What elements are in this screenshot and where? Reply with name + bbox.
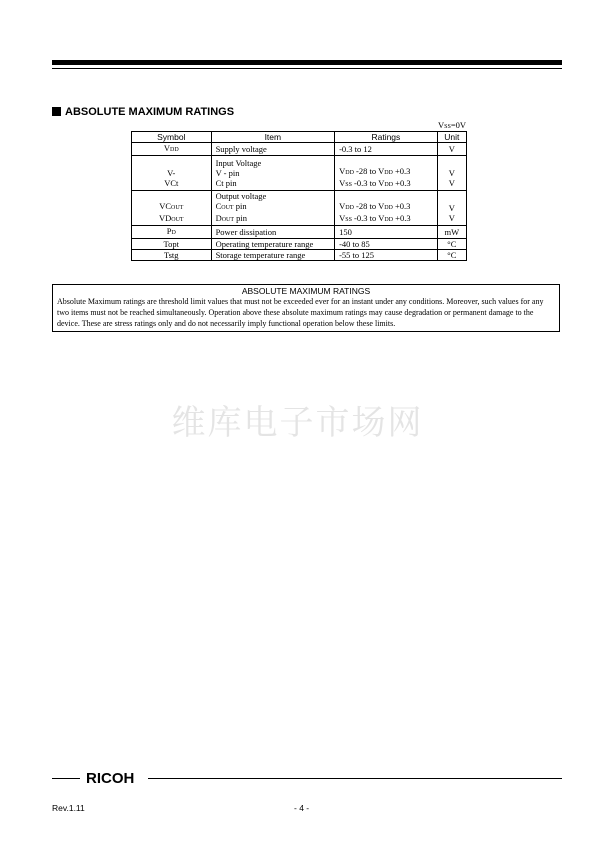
cell-item: Operating temperature range <box>211 239 335 250</box>
cell-item: Output voltage COUT pin DOUT pin <box>211 191 335 226</box>
table-row <box>132 191 467 226</box>
table-row <box>132 239 467 250</box>
header-rule-thin <box>52 68 562 69</box>
cell-symbol: Topt <box>132 239 212 250</box>
cell-item: Storage temperature range <box>211 250 335 261</box>
header-rule-thick <box>52 60 562 65</box>
cell-symbol: PD <box>132 226 212 239</box>
cell-unit: °C <box>437 250 466 261</box>
table-row <box>132 226 467 239</box>
note-body: Absolute Maximum ratings are threshold limit values that must not be exceeded ever for an instant under any conditions. Moreover, such values for any two items must not be reached simultaneously. Operation above these absolute maximum ratings may cause degradation or permanent damage to the device. These are stress ratings only and do not necessarily imply functional operation below these limits. <box>57 297 544 328</box>
section-heading: ABSOLUTE MAXIMUM RATINGS <box>52 106 234 118</box>
cell-rating: VDD -28 to VDD +0.3 VSS -0.3 to VDD +0.3 <box>335 156 438 191</box>
table-header-row <box>132 132 467 143</box>
cell-unit: V <box>437 143 466 156</box>
ricoh-logo: RICOH <box>86 770 135 787</box>
ratings-note-box <box>52 284 560 332</box>
cell-unit: °C <box>437 239 466 250</box>
cell-item: Power dissipation <box>211 226 335 239</box>
cell-item: Supply voltage <box>211 143 335 156</box>
watermark: 维库电子市场网 <box>171 403 424 443</box>
cell-symbol: Tstg <box>132 250 212 261</box>
table-row <box>132 143 467 156</box>
revision-label: Rev.1.11 <box>52 803 85 813</box>
ratings-table <box>131 131 467 261</box>
bullet-square-icon <box>52 107 61 116</box>
note-title: ABSOLUTE MAXIMUM RATINGS <box>241 286 371 296</box>
header-ratings: Ratings <box>335 132 438 143</box>
cell-symbol: VDD <box>132 143 212 156</box>
table-row <box>132 156 467 191</box>
condition-vss: VSS=0V <box>437 120 466 130</box>
page-number: - 4 - <box>294 803 310 813</box>
table-row <box>132 250 467 261</box>
cell-symbol: VCOUT VDOUT <box>132 191 212 226</box>
cell-rating: -55 to 125 <box>335 250 438 261</box>
cell-symbol: V- VCt <box>132 156 212 191</box>
cell-unit: mW <box>437 226 466 239</box>
cell-rating: -0.3 to 12 <box>335 143 438 156</box>
cell-unit: V V <box>437 191 466 226</box>
cell-rating: -40 to 85 <box>335 239 438 250</box>
cell-unit: V V <box>437 156 466 191</box>
cell-rating: VDD -28 to VDD +0.3 VSS -0.3 to VDD +0.3 <box>335 191 438 226</box>
cell-item: Input Voltage V - pin Ct pin <box>211 156 335 191</box>
header-symbol: Symbol <box>132 132 212 143</box>
cell-rating: 150 <box>335 226 438 239</box>
header-item: Item <box>211 132 335 143</box>
header-unit: Unit <box>437 132 466 143</box>
footer-rule-right <box>148 778 562 779</box>
footer-rule-left <box>52 778 80 779</box>
